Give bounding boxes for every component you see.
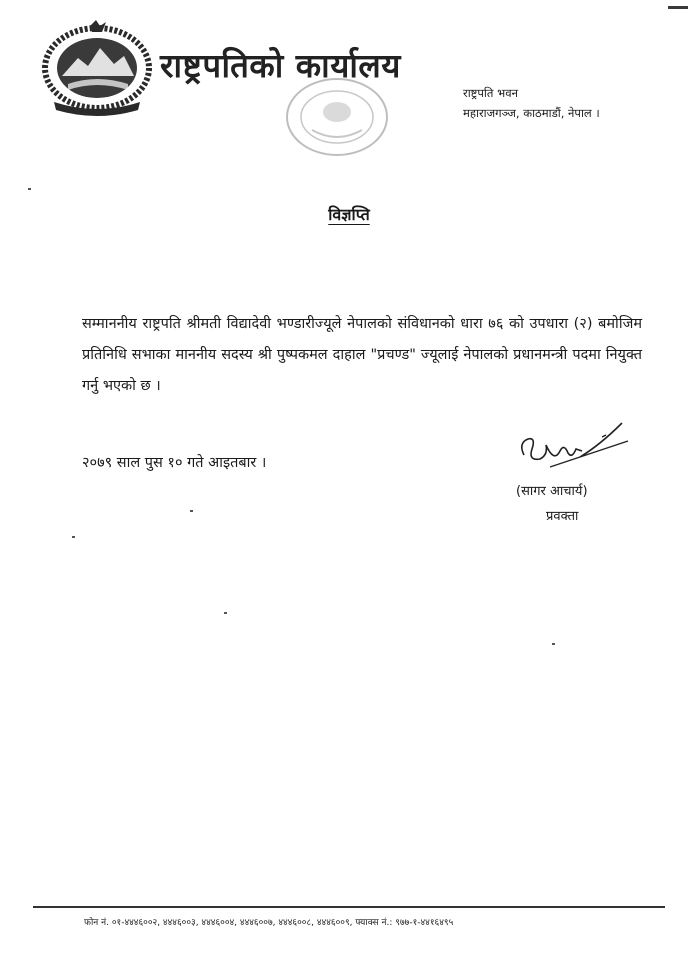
scan-mark	[668, 6, 688, 9]
address-line-2: महाराजगञ्ज, काठमाडौं, नेपाल ।	[463, 106, 600, 120]
footer-contact: फोन नं. ०१-४४४६००२, ४४४६००३, ४४४६००४, ४४४६००७, ४४४६००८, ४४४६००९, फ्याक्स नं.: ९७७-१-४४१६४९५	[84, 918, 454, 928]
notice-body: सम्माननीय राष्ट्रपति श्रीमती विद्यादेवी भण्डारीज्यूले नेपालको संविधानको धारा ७६ को उपधारा (२) बमोजिम प्रतिनिधि सभाका माननीय सदस्य श्री पुष्पकमल दाहाल "प्रचण्ड" ज्यूलाई नेपालको प्रधानमन्त्री पदमा नियुक्त गर्नु भएको छ ।	[82, 316, 642, 394]
nepal-emblem-icon	[40, 18, 154, 118]
signatory-designation: प्रवक्ता	[546, 509, 579, 524]
office-name: राष्ट्रपतिको कार्यालय	[160, 46, 401, 85]
notice-date: २०७९ साल पुस १० गते आइतबार ।	[82, 455, 267, 471]
office-seal-stamp-icon	[282, 74, 392, 160]
handwritten-signature-icon	[510, 415, 630, 475]
signatory-name: (सागर आचार्य)	[516, 484, 588, 499]
scan-speck	[28, 188, 31, 190]
footer-divider	[33, 906, 665, 908]
scan-speck	[190, 510, 193, 512]
scan-speck	[72, 536, 75, 538]
scan-speck	[224, 612, 227, 614]
address-line-1: राष्ट्रपति भवन	[463, 86, 518, 100]
notice-heading: विज्ञप्ति	[328, 205, 370, 224]
scan-speck	[552, 643, 555, 645]
